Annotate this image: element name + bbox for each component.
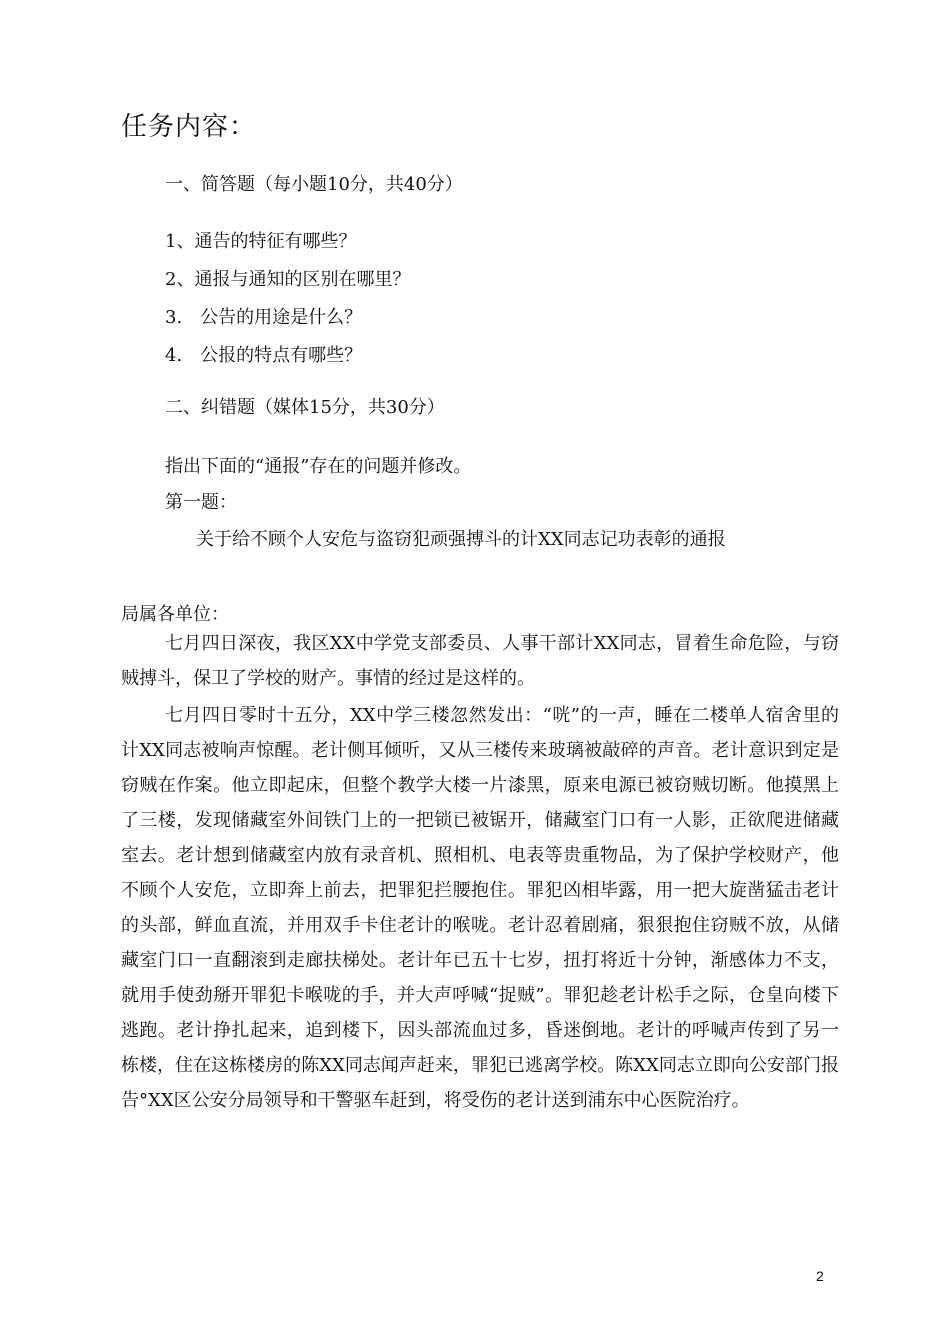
section-2-title: 二、纠错题（媒体15分，共30分） — [165, 397, 445, 418]
report-paragraph-1: 七月四日深夜，我区XX中学党支部委员、人事干部计XX同志，冒着生命危险，与窃贼搏斗，保卫了学校的财产。事情的经过是这样的。 — [121, 633, 839, 689]
section-2-instruction: 指出下面的“通报”存在的问题并修改。 — [165, 456, 472, 477]
section-1-title: 一、简答题（每小题10分，共40分） — [165, 174, 463, 195]
question-3: 3. 公告的用途是什么？ — [165, 307, 363, 328]
question-4: 4. 公报的特点有哪些？ — [165, 345, 363, 366]
page-number: 2 — [816, 1268, 824, 1284]
question-2: 2、通报与通知的区别在哪里？ — [165, 269, 411, 290]
report-addressee: 局属各单位： — [121, 604, 229, 625]
report-title: 关于给不顾个人安危与盗窃犯顽强搏斗的计XX同志记功表彰的通报 — [196, 529, 726, 550]
page-heading: 任务内容： — [121, 112, 257, 142]
question-1: 1、通告的特征有哪些？ — [165, 231, 357, 252]
report-paragraph-2: 七月四日零时十五分，XX中学三楼忽然发出：“咣”的一声，睡在二楼单人宿舍里的计XX同志被响声惊醒。老计侧耳倾听，又从三楼传来玻璃被敲碎的声音。老计意识到定是窃贼在作案。他立即起床，但整个教学大楼一片漆黑，原来电源已被窃贼切断。他摸黑上了三楼，发现储藏室外间铁门上的一把锁已被锯开，储藏室门口有一人影，正欲爬进储藏室去。老计想到储藏室内放有录音机、照相机、电表等贵重物品，为了保护学校财产，他不顾个人安危，立即奔上前去，把罪犯拦腰抱住。罪犯凶相毕露，用一把大旋凿猛击老计的头部，鲜血直流，并用双手卡住老计的喉咙。老计忍着剧痛，狠狠抱住窃贼不放，从储藏室门口一直翻滚到走廊扶梯处。老计年已五十七岁，扭打将近十分钟，渐感体力不支，就用手使劲掰开罪犯卡喉咙的手，并大声呼喊“捉贼”。罪犯趁老计松手之际，仓皇向楼下逃跑。老计挣扎起来，追到楼下，因头部流血过多，昏迷倒地。老计的呼喊声传到了另一栋楼，住在这栋楼房的陈XX同志闻声赶来，罪犯已逃离学校。陈XX同志立即向公安部门报告°XX区公安分局领导和干警驱车赶到，将受伤的老计送到浦东中心医院治疗。 — [121, 705, 839, 1111]
first-question-label: 第一题： — [165, 492, 237, 513]
